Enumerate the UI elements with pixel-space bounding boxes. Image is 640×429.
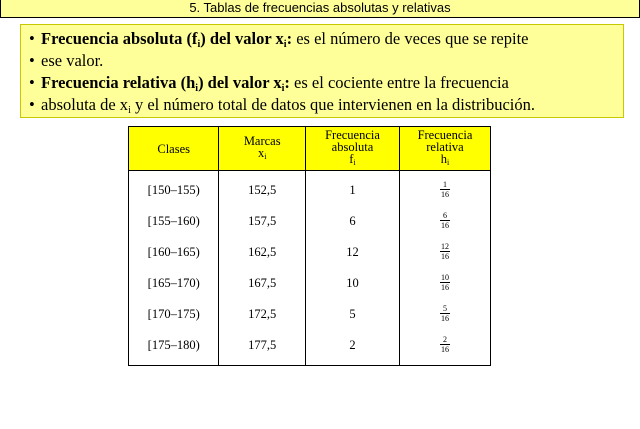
fraction: $\frac{5}{16}$ xyxy=(440,304,449,323)
cell-marca: 167,5 xyxy=(219,268,306,299)
definition-line-4: • absoluta de $x_i$ y el número total de datos que intervienen en la distribución. xyxy=(29,95,535,116)
cell-frecuencia-absoluta: 6 xyxy=(306,206,400,237)
cell-frecuencia-relativa xyxy=(399,330,490,366)
header-marcas: Marcas xi xyxy=(219,127,306,171)
fraction: $\frac{1}{16}$ xyxy=(440,180,449,199)
header-frecuencia-relativa: Frecuencia relativa hi xyxy=(399,127,490,171)
cell-clase: [150–155) xyxy=(129,171,219,207)
cell-clase: [155–160) xyxy=(129,206,219,237)
fraction: $\frac{6}{16}$ xyxy=(440,211,449,230)
cell-frecuencia-relativa xyxy=(399,171,490,207)
header-frecuencia-absoluta: Frecuencia absoluta fi xyxy=(306,127,400,171)
cell-clase: [165–170) xyxy=(129,268,219,299)
cell-frecuencia-relativa xyxy=(399,206,490,237)
cell-clase: [160–165) xyxy=(129,237,219,268)
cell-clase: [175–180) xyxy=(129,330,219,366)
fraction: $\frac{2}{16}$ xyxy=(440,335,449,354)
cell-marca: 152,5 xyxy=(219,171,306,207)
cell-marca: 162,5 xyxy=(219,237,306,268)
cell-frecuencia-relativa xyxy=(399,237,490,268)
definition-line-1: • Frecuencia absoluta $(f_i)$ del valor $x_i$: es el número de veces que se repite xyxy=(29,29,529,50)
table-row xyxy=(129,237,491,268)
table-row xyxy=(129,206,491,237)
slide-title: 5. Tablas de frecuencias absolutas y relativas xyxy=(0,0,640,18)
header-clases: Clases xyxy=(129,127,219,171)
definition-line-2: • ese valor. xyxy=(29,51,104,70)
bullet-icon: • xyxy=(29,29,35,48)
cell-frecuencia-absoluta: 1 xyxy=(306,171,400,207)
frequency-table xyxy=(128,126,491,366)
definition-line-3: • Frecuencia relativa $(h_i)$ del valor $x_i$: es el cociente entre la frecuencia xyxy=(29,73,509,94)
cell-marca: 172,5 xyxy=(219,299,306,330)
bullet-icon: • xyxy=(29,73,35,92)
cell-frecuencia-absoluta: 10 xyxy=(306,268,400,299)
cell-frecuencia-relativa xyxy=(399,268,490,299)
cell-marca: 157,5 xyxy=(219,206,306,237)
definitions-box xyxy=(20,24,624,118)
cell-frecuencia-absoluta: 2 xyxy=(306,330,400,366)
table-row xyxy=(129,171,491,207)
fraction: $\frac{12}{16}$ xyxy=(440,242,449,261)
table-header-row xyxy=(129,127,491,171)
cell-marca: 177,5 xyxy=(219,330,306,366)
fraction: $\frac{10}{16}$ xyxy=(440,273,449,292)
cell-frecuencia-absoluta: 12 xyxy=(306,237,400,268)
table-row xyxy=(129,330,491,366)
cell-frecuencia-absoluta: 5 xyxy=(306,299,400,330)
bullet-icon: • xyxy=(29,95,35,114)
table-row xyxy=(129,268,491,299)
cell-frecuencia-relativa xyxy=(399,299,490,330)
table-row xyxy=(129,299,491,330)
bullet-icon: • xyxy=(29,51,35,70)
cell-clase: [170–175) xyxy=(129,299,219,330)
